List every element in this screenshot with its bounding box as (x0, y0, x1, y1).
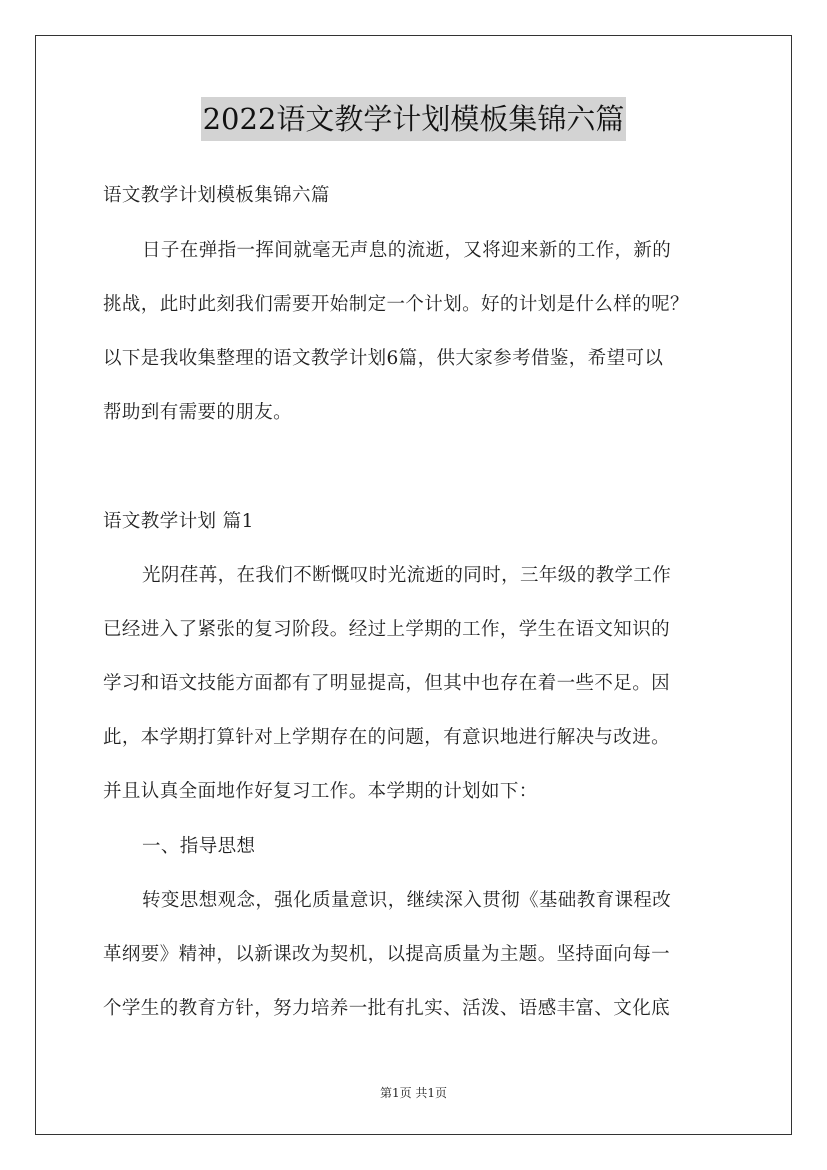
document-title: 2022语文教学计划模板集锦六篇 (201, 97, 627, 141)
guide-line-1: 转变思想观念，强化质量意识，继续深入贯彻《基础教育课程改 (142, 890, 672, 911)
section-line-4: 此，本学期打算针对上学期存在的问题，有意识地进行解决与改进。 (103, 727, 671, 748)
title-container (0, 97, 827, 141)
intro-line-3: 以下是我收集整理的语文教学计划6篇，供大家参考借鉴，希望可以 (103, 348, 664, 369)
section-line-2: 已经进入了紧张的复习阶段。经过上学期的工作，学生在语文知识的 (103, 619, 671, 640)
document-subtitle: 语文教学计划模板集锦六篇 (103, 185, 330, 206)
section-line-3: 学习和语文技能方面都有了明显提高，但其中也存在着一些不足。因 (103, 673, 671, 694)
intro-line-4: 帮助到有需要的朋友。 (103, 402, 293, 423)
guide-line-3: 个学生的教育方针，努力培养一批有扎实、活泼、语感丰富、文化底 (103, 998, 671, 1019)
page-footer: 第1页 共1页 (379, 1086, 448, 1100)
guide-line-2: 革纲要》精神，以新课改为契机，以提高质量为主题。坚持面向每一 (103, 944, 671, 965)
intro-line-2: 挑战，此时此刻我们需要开始制定一个计划。好的计划是什么样的呢？ (103, 294, 689, 315)
intro-line-1: 日子在弹指一挥间就毫无声息的流逝，又将迎来新的工作，新的 (142, 240, 672, 261)
section-line-5: 并且认真全面地作好复习工作。本学期的计划如下： (103, 781, 538, 802)
subheading-guiding-thought: 一、指导思想 (142, 836, 256, 857)
section-heading: 语文教学计划 篇1 (103, 511, 254, 532)
section-line-1: 光阴荏苒，在我们不断慨叹时光流逝的同时，三年级的教学工作 (142, 565, 672, 586)
